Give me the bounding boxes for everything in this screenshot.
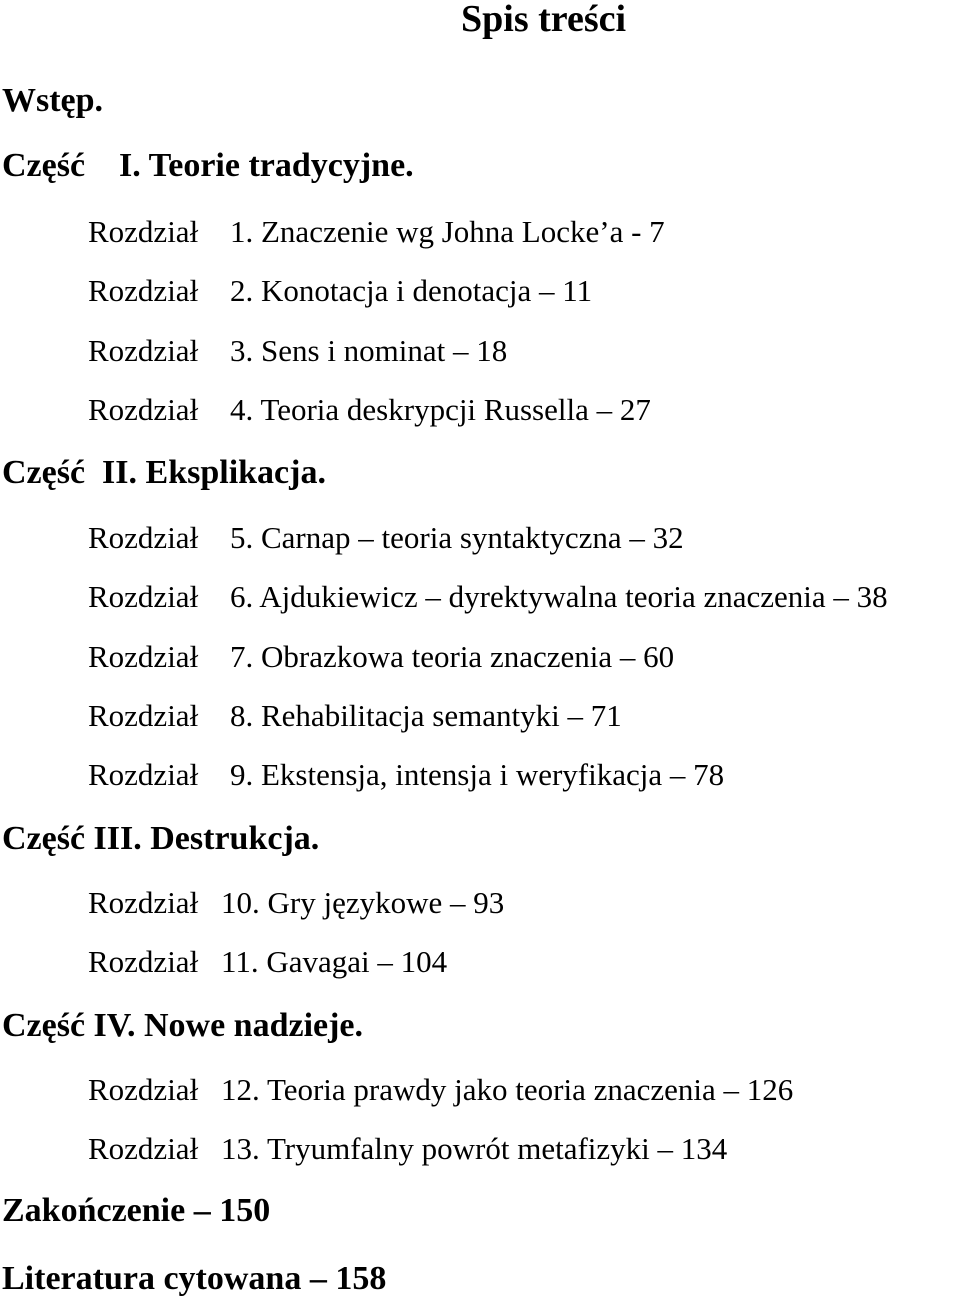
chapter-label: Rozdział [88,1131,199,1166]
part-3-heading: Część III. Destrukcja. [2,820,320,857]
chapter-label: Rozdział [88,273,199,308]
intro-entry: Wstęp. [2,82,104,119]
chapter-title: 13. Tryumfalny powrót metafizyki – 134 [221,1131,728,1166]
chapter-label: Rozdział [88,698,199,733]
part-2-heading: Część II. Eksplikacja. [2,454,326,491]
chapter-label: Rozdział [88,1072,199,1107]
chapter-4-entry [88,394,651,425]
chapter-title: 4. Teoria deskrypcji Russella – 27 [230,392,651,427]
chapter-title: 9. Ekstensja, intensja i weryfikacja – 78 [230,757,725,792]
chapter-label: Rozdział [88,944,199,979]
chapter-8-entry [88,700,622,731]
chapter-label: Rozdział [88,392,199,427]
chapter-9-entry [88,759,724,790]
conclusion-entry: Zakończenie – 150 [2,1192,271,1229]
chapter-11-entry [88,946,447,977]
chapter-2-entry [88,275,592,306]
chapter-7-entry [88,641,674,672]
chapter-title: 7. Obrazkowa teoria znaczenia – 60 [230,639,675,674]
chapter-12-entry [88,1074,793,1105]
part-1-heading: Część I. Teorie tradycyjne. [2,147,414,184]
chapter-label: Rozdział [88,579,199,614]
chapter-6-entry [88,581,888,612]
part-4-heading: Część IV. Nowe nadzieje. [2,1007,364,1044]
chapter-3-entry [88,335,507,366]
chapter-title: 11. Gavagai – 104 [221,944,448,979]
chapter-title: 1. Znaczenie wg Johna Locke’a - 7 [230,214,665,249]
chapter-5-entry [88,522,684,553]
chapter-label: Rozdział [88,639,199,674]
chapter-title: 8. Rehabilitacja semantyki – 71 [230,698,622,733]
chapter-label: Rozdział [88,520,199,555]
chapter-10-entry [88,887,504,918]
chapter-title: 5. Carnap – teoria syntaktyczna – 32 [230,520,684,555]
chapter-title: 12. Teoria prawdy jako teoria znaczenia – 126 [221,1072,794,1107]
chapter-label: Rozdział [88,757,199,792]
chapter-1-entry [88,216,665,247]
chapter-13-entry [88,1133,727,1164]
page-title: Spis treści [461,0,627,40]
chapter-label: Rozdział [88,333,199,368]
chapter-title: 3. Sens i nominat – 18 [230,333,508,368]
chapter-title: 10. Gry językowe – 93 [221,885,505,920]
chapter-label: Rozdział [88,885,199,920]
chapter-label: Rozdział [88,214,199,249]
chapter-title: 2. Konotacja i denotacja – 11 [230,273,593,308]
references-entry: Literatura cytowana – 158 [2,1260,387,1297]
chapter-title: 6. Ajdukiewicz – dyrektywalna teoria znaczenia – 38 [230,579,888,614]
